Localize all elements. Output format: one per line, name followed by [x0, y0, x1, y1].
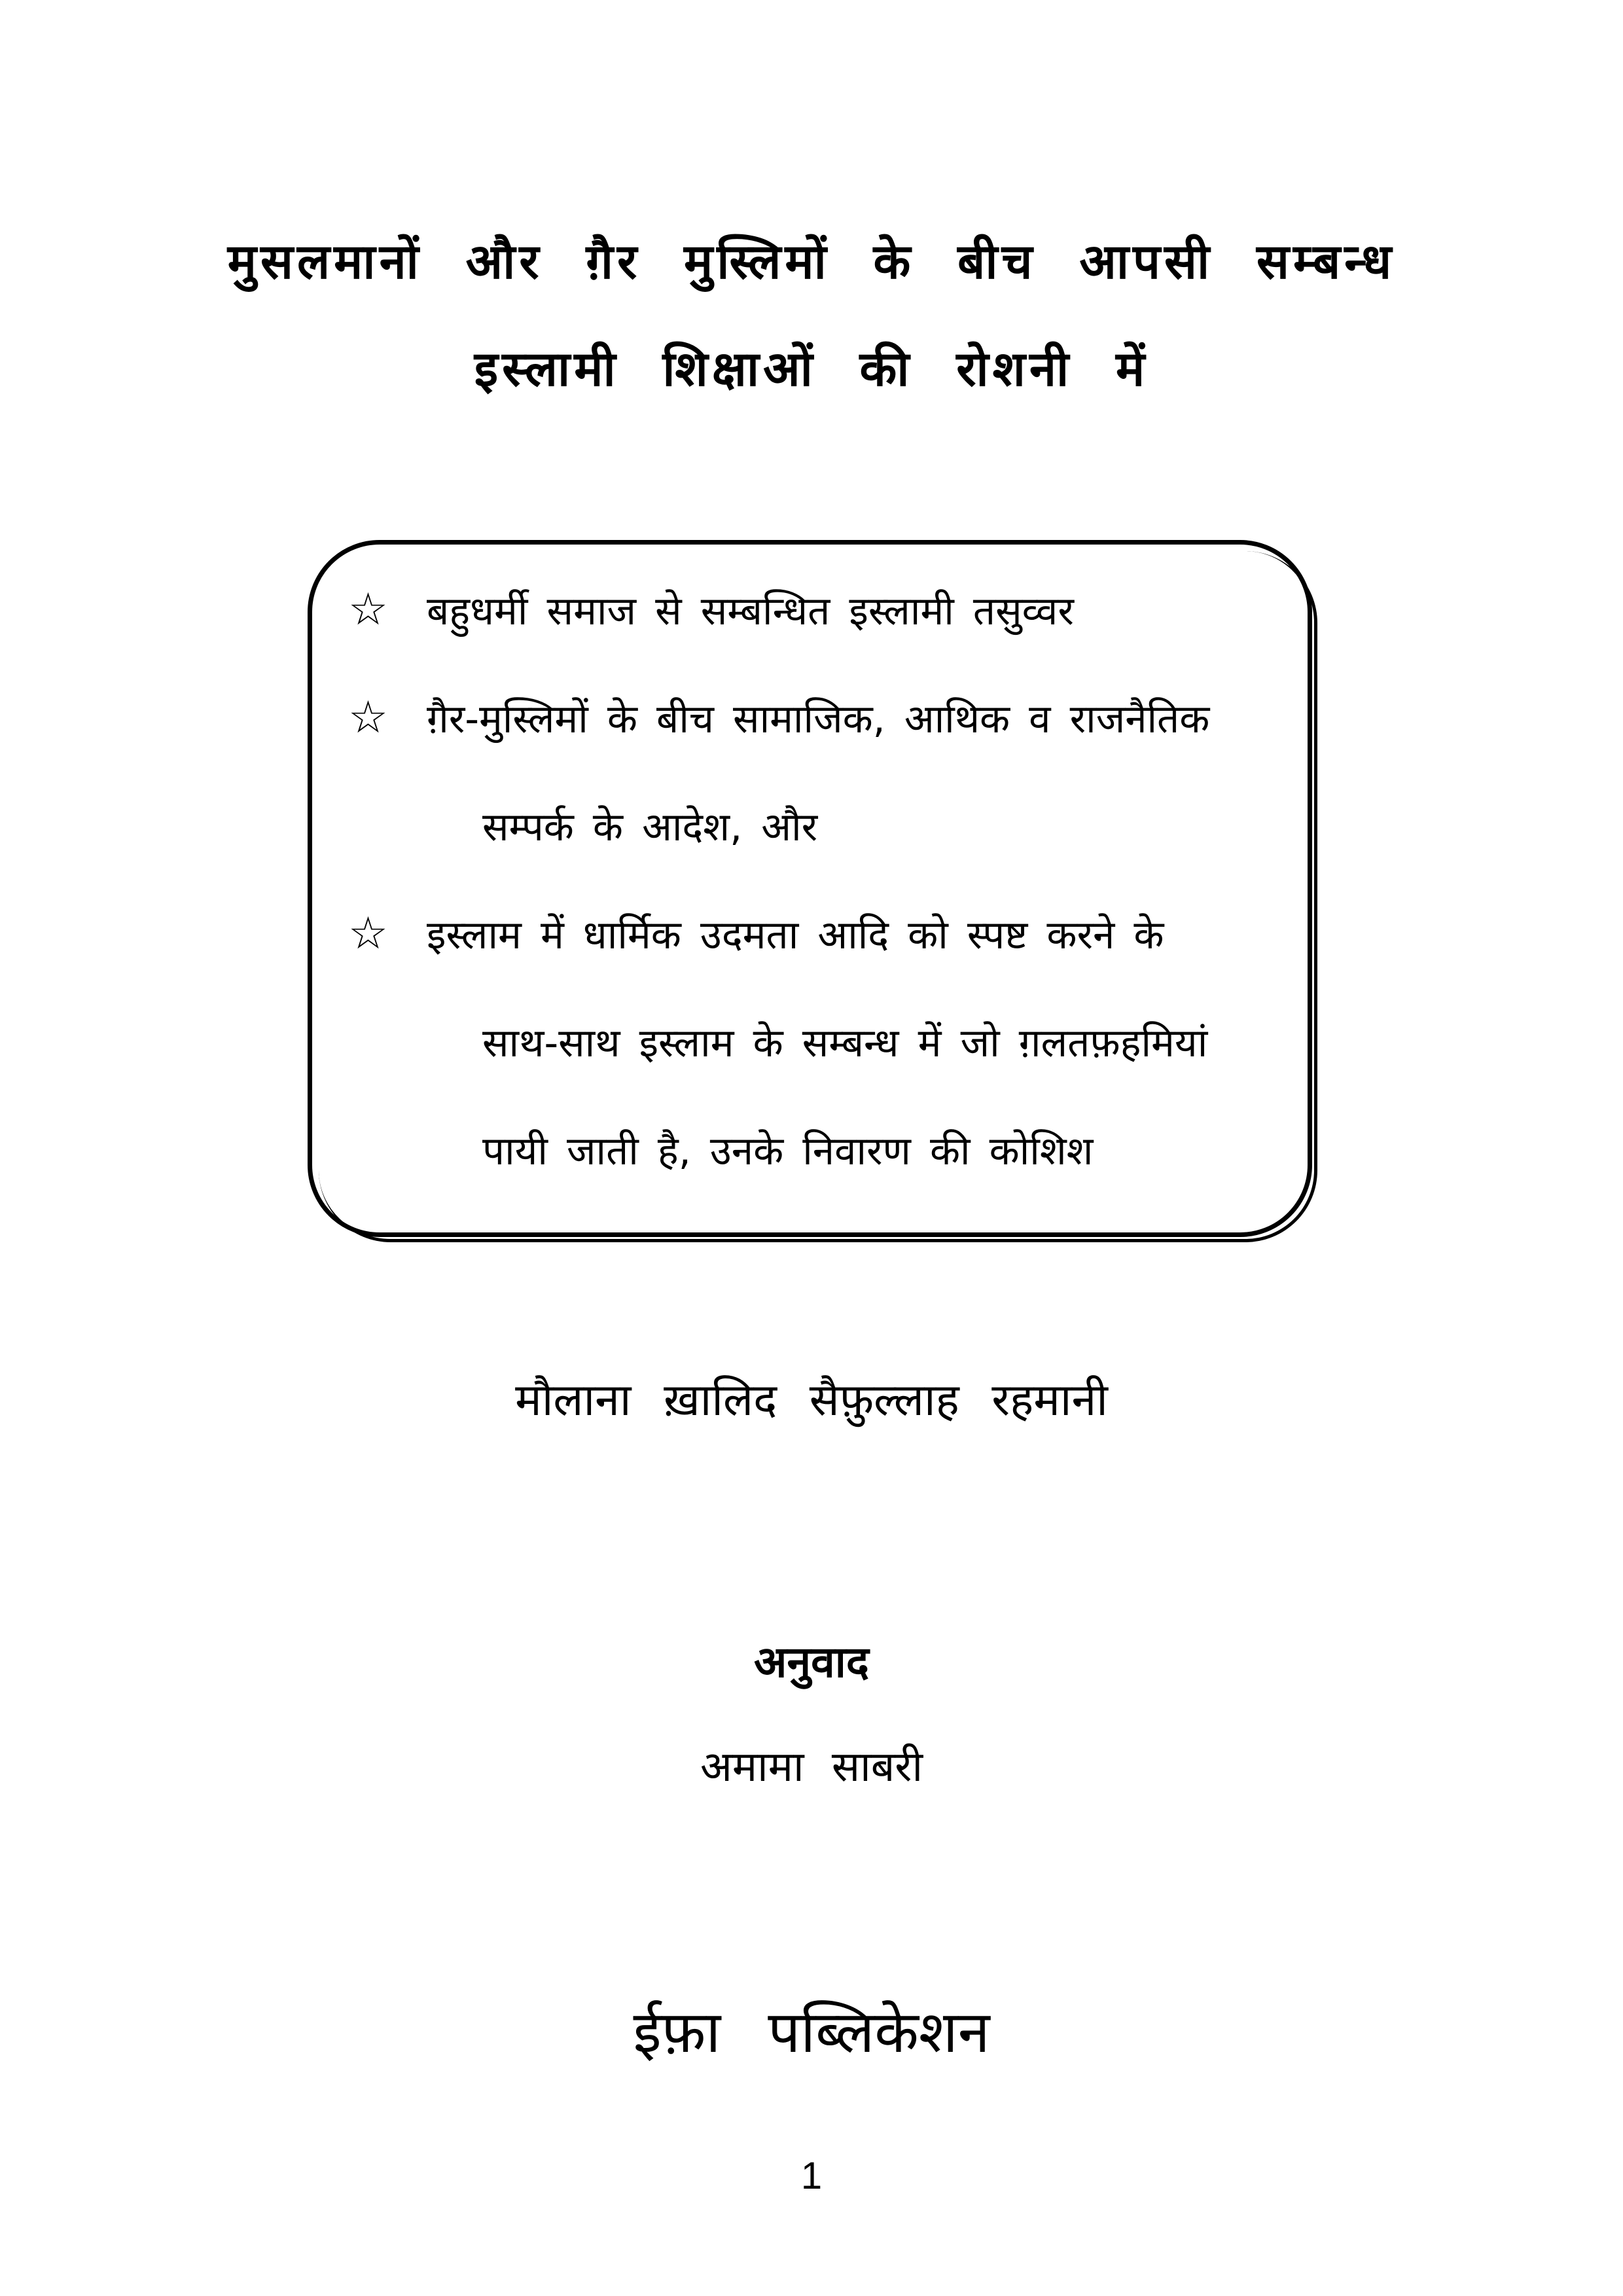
star-outline-icon: ☆: [348, 908, 388, 960]
page-number: 1: [800, 2155, 823, 2197]
publisher-name: ईफ़ा पब्लिकेशन: [633, 1998, 990, 2066]
summary-item-3-line-1: इस्लाम में धार्मिक उदमता आदि को स्पष्ट करने के: [427, 912, 1164, 958]
star-outline-icon: ☆: [348, 692, 388, 744]
summary-item-2: [348, 692, 1304, 882]
author-name: मौलाना ख़ालिद सैफ़ुल्लाह रहमानी: [515, 1374, 1108, 1426]
summary-item-1-line-1: बहुधर्मी समाज से सम्बन्धित इस्लामी तसुव्वर: [427, 588, 1074, 634]
summary-item-3-line-3: पायी जाती है, उनके निवारण की कोशिश: [482, 1128, 1094, 1174]
title-line-1: मुसलमानों और ग़ैर मुस्लिमों के बीच आपसी सम्बन्ध: [227, 234, 1396, 290]
summary-item-3-line-2: साथ-साथ इस्लाम के सम्बन्ध में जो ग़लतफ़हमियां: [482, 1020, 1208, 1066]
summary-item-1: [348, 584, 1304, 666]
translation-heading: अनुवाद: [754, 1637, 869, 1687]
summary-item-2-line-2: सम्पर्क के आदेश, और: [482, 804, 818, 850]
title-line-2: इस्लामी शिक्षाओं की रोशनी में: [474, 341, 1149, 397]
summary-item-3: [348, 908, 1304, 1206]
translator-name: अमामा साबरी: [700, 1743, 923, 1791]
summary-box: [308, 540, 1312, 1237]
star-outline-icon: ☆: [348, 584, 388, 636]
summary-item-2-line-1: ग़ैर-मुस्लिमों के बीच सामाजिक, आथिक व राजनैतिक: [427, 696, 1210, 742]
book-title: [0, 229, 1623, 402]
